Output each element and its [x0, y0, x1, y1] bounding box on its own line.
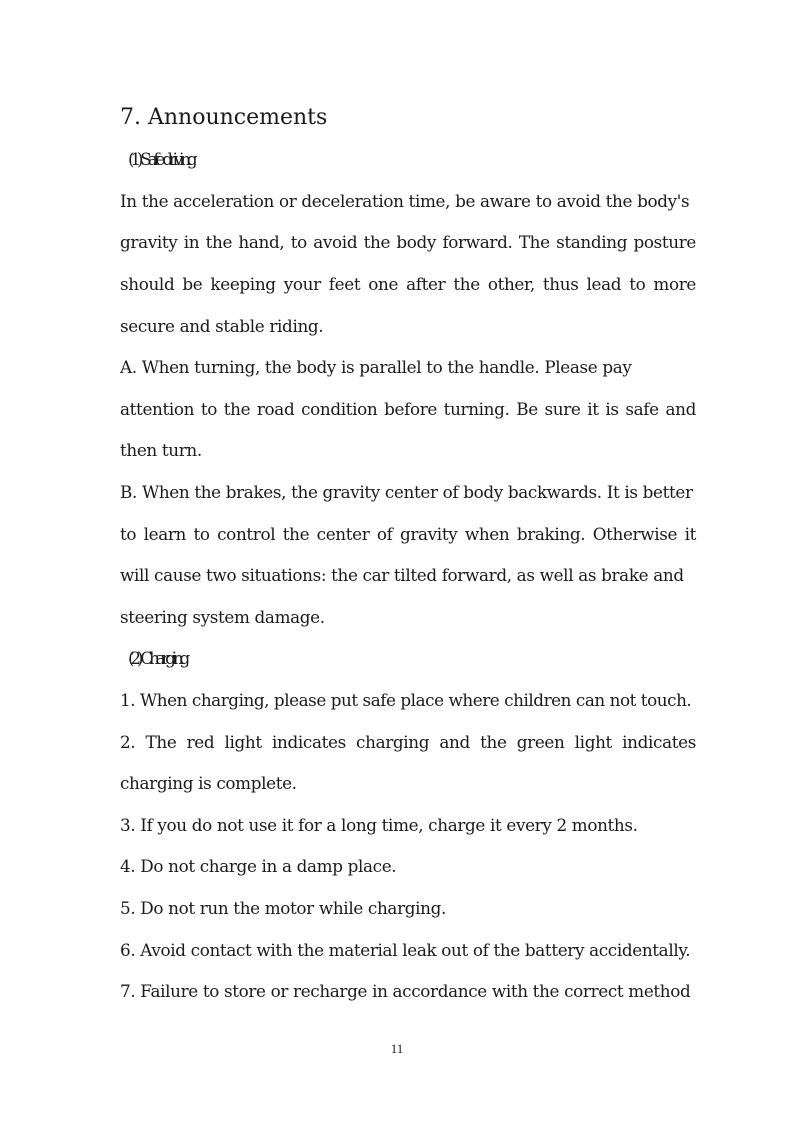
- body-text-line: steering system damage.: [120, 607, 325, 627]
- list-item: 2. The red light indicates charging and the green light indicates: [120, 732, 696, 752]
- body-text-line: A. When turning, the body is parallel to the handle. Please pay: [120, 357, 632, 377]
- body-text-line: will cause two situations: the car tilted forward, as well as brake and: [120, 565, 684, 585]
- body-text-line: should be keeping your feet one after the other, thus lead to more: [120, 274, 696, 294]
- list-item: 1. When charging, please put safe place where children can not touch.: [120, 690, 692, 710]
- list-item: 3. If you do not use it for a long time, charge it every 2 months.: [120, 815, 638, 835]
- page-number: 11: [390, 1041, 404, 1056]
- body-text-line: attention to the road condition before turning. Be sure it is safe and: [120, 399, 696, 419]
- list-item: 7. Failure to store or recharge in accordance with the correct method: [120, 981, 691, 1001]
- body-text-line: secure and stable riding.: [120, 316, 324, 336]
- body-text-line: then turn.: [120, 440, 202, 460]
- subsection-heading-safe-driving: (1) Safe driving: [128, 149, 194, 169]
- body-text-line: gravity in the hand, to avoid the body forward. The standing posture: [120, 232, 696, 252]
- list-item: 4. Do not charge in a damp place.: [120, 856, 397, 876]
- document-page: [120, 0, 696, 1123]
- subsection-heading-charging: (2) Charging: [128, 648, 187, 668]
- list-item: 5. Do not run the motor while charging.: [120, 898, 446, 918]
- body-text-line: B. When the brakes, the gravity center of body backwards. It is better: [120, 482, 693, 502]
- list-item-continuation: charging is complete.: [120, 773, 297, 793]
- section-title: 7. Announcements: [120, 105, 328, 130]
- body-text-line: to learn to control the center of gravity when braking. Otherwise it: [120, 524, 696, 544]
- body-text-line: In the acceleration or deceleration time, be aware to avoid the body's: [120, 191, 690, 211]
- list-item: 6. Avoid contact with the material leak out of the battery accidentally.: [120, 940, 691, 960]
